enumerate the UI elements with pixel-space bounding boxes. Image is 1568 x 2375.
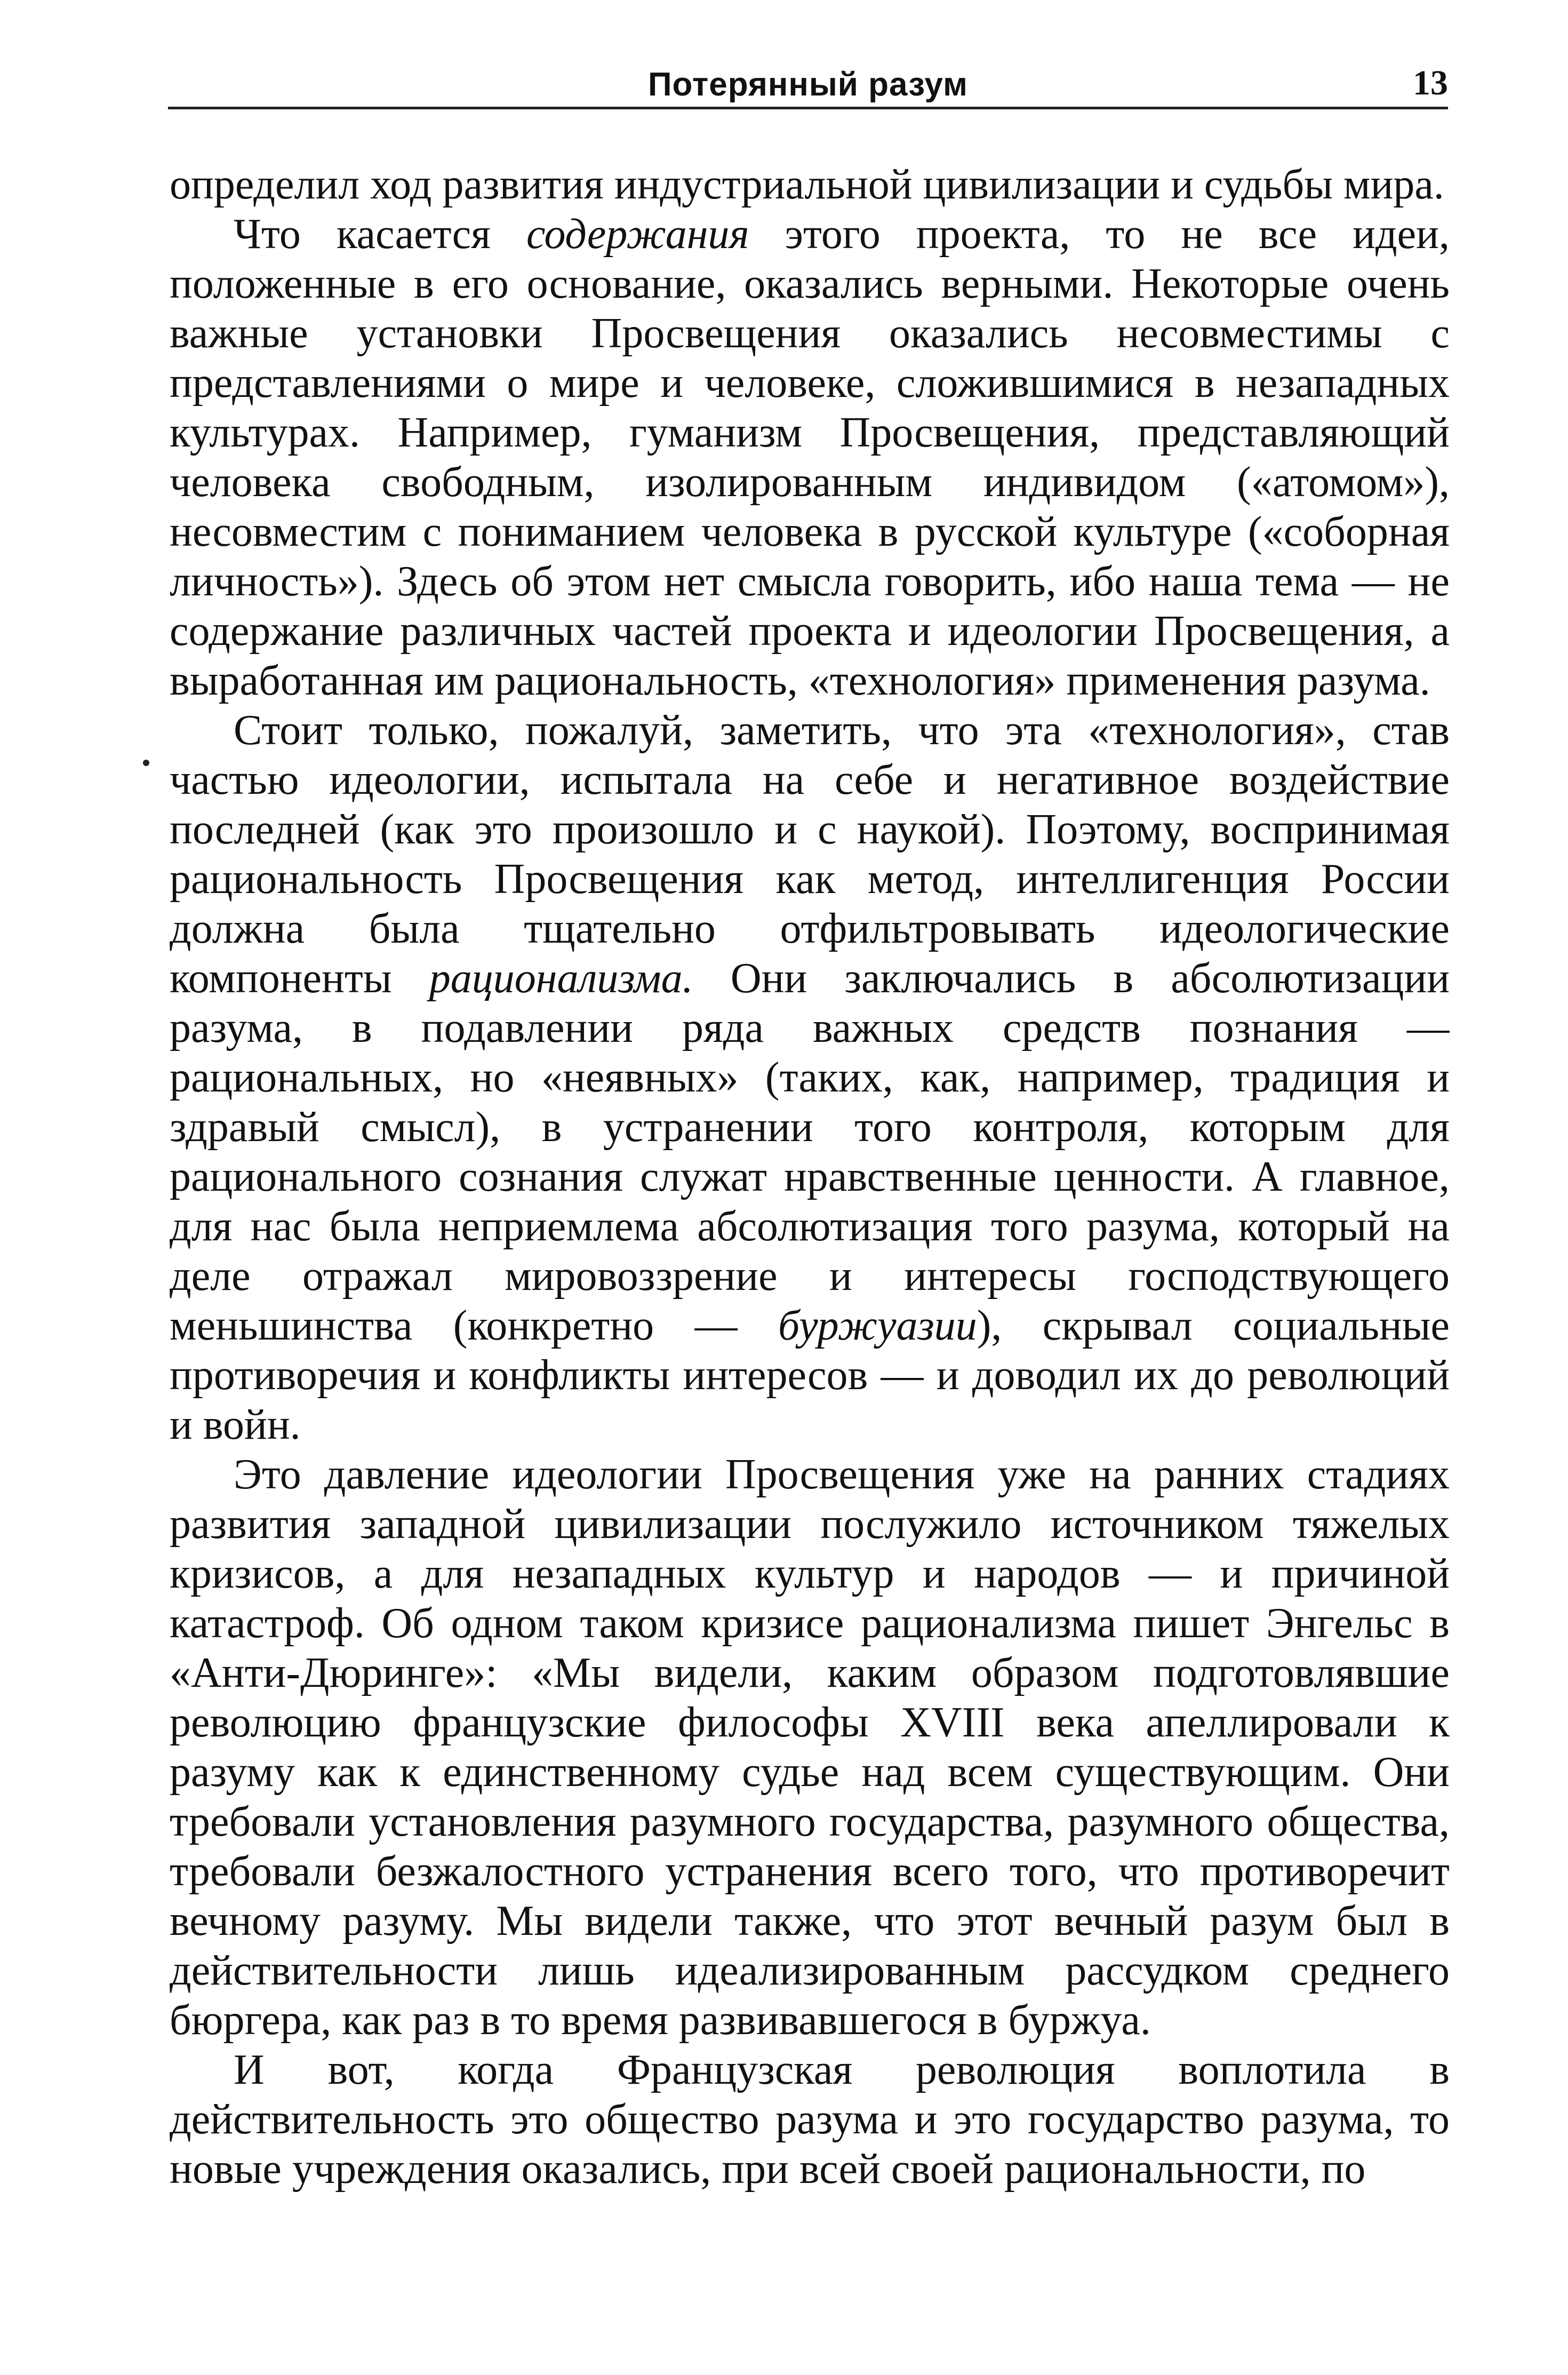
text-run: Стоит только, пожалуй, заметить, что эта «технология», став частью идеологии, испытала на себе и негативное воздействие последней (как это произошло и с наукой). Поэтому, воспринимая рациональность Просвещения как метод, интеллигенция России должна была тщательно отфильтровывать идеологические компоненты <box>170 707 1450 1002</box>
paragraph <box>170 706 1450 1450</box>
paragraph <box>170 2045 1450 2194</box>
body-text <box>170 160 1450 2337</box>
text-run: И вот, когда Французская революция воплотила в действительность это общество разума и это государство разума, то новые учреждения оказались, при всей своей рациональности, по <box>170 2046 1450 2193</box>
italic-text: рационализма. <box>429 955 693 1002</box>
running-header <box>168 53 1448 109</box>
page-number: 13 <box>1413 63 1448 102</box>
italic-text: буржуазии <box>778 1302 977 1349</box>
running-title: Потерянный разум <box>647 66 969 103</box>
text-run: Они заключались в абсолютизации разума, в подавлении ряда важных средств познания — рациональных, но «неявных» (таких, как, например, традиция и здравый смысл), в устранении того контроля, которым для рационального сознания служат нравственные ценности. А главное, для нас была неприемлема абсолютизация того разума, который на деле отражал мировоззрение и интересы господствующего меньшинства (конкретно — <box>170 955 1450 1349</box>
italic-text: содержания <box>526 211 749 258</box>
text-run: Что касается <box>234 211 526 258</box>
margin-dot <box>143 760 149 766</box>
paragraph <box>170 210 1450 706</box>
text-run: Это давление идеологии Просвещения уже на ранних стадиях развития западной цивилизации послужило источником тяжелых кризисов, а для незападных культур и народов — и причиной катастроф. Об одном таком кризисе рационализма пишет Энгельс в «Анти-Дюринге»: «Мы видели, каким образом подготовлявшие революцию французские философы XVIII века апеллировали к разуму как к единственному судье над всем существующим. Они требовали установления разумного государства, разумного общества, требовали безжалостного устранения всего того, что противоречит вечному разуму. Мы видели также, что этот вечный разум был в действительности лишь идеализированным рассудком среднего бюргера, как раз в то время развивавшегося в буржуа. <box>170 1451 1450 2044</box>
paragraph <box>170 160 1450 210</box>
text-run: ), скрывал социальные противоречия и конфликты интересов — и доводил их до революций и войн. <box>170 1302 1450 1448</box>
paragraph <box>170 1450 1450 2045</box>
text-run: этого проекта, то не все идеи, положенные в его основание, оказались верными. Некоторые очень важные установки Просвещения оказались несовместимы с представлениями о мире и человеке, сложившимися в незападных культурах. Например, гуманизм Просвещения, представляющий человека свободным, изолированным индивидом («атомом»), несовместим с пониманием человека в русской культуре («соборная личность»). Здесь об этом нет смысла говорить, ибо наша тема — не содержание различных частей проекта и идеологии Просвещения, а выработанная им рациональность, «технология» применения разума. <box>170 211 1450 704</box>
text-run: определил ход развития индустриальной цивилизации и судьбы мира. <box>170 161 1444 208</box>
